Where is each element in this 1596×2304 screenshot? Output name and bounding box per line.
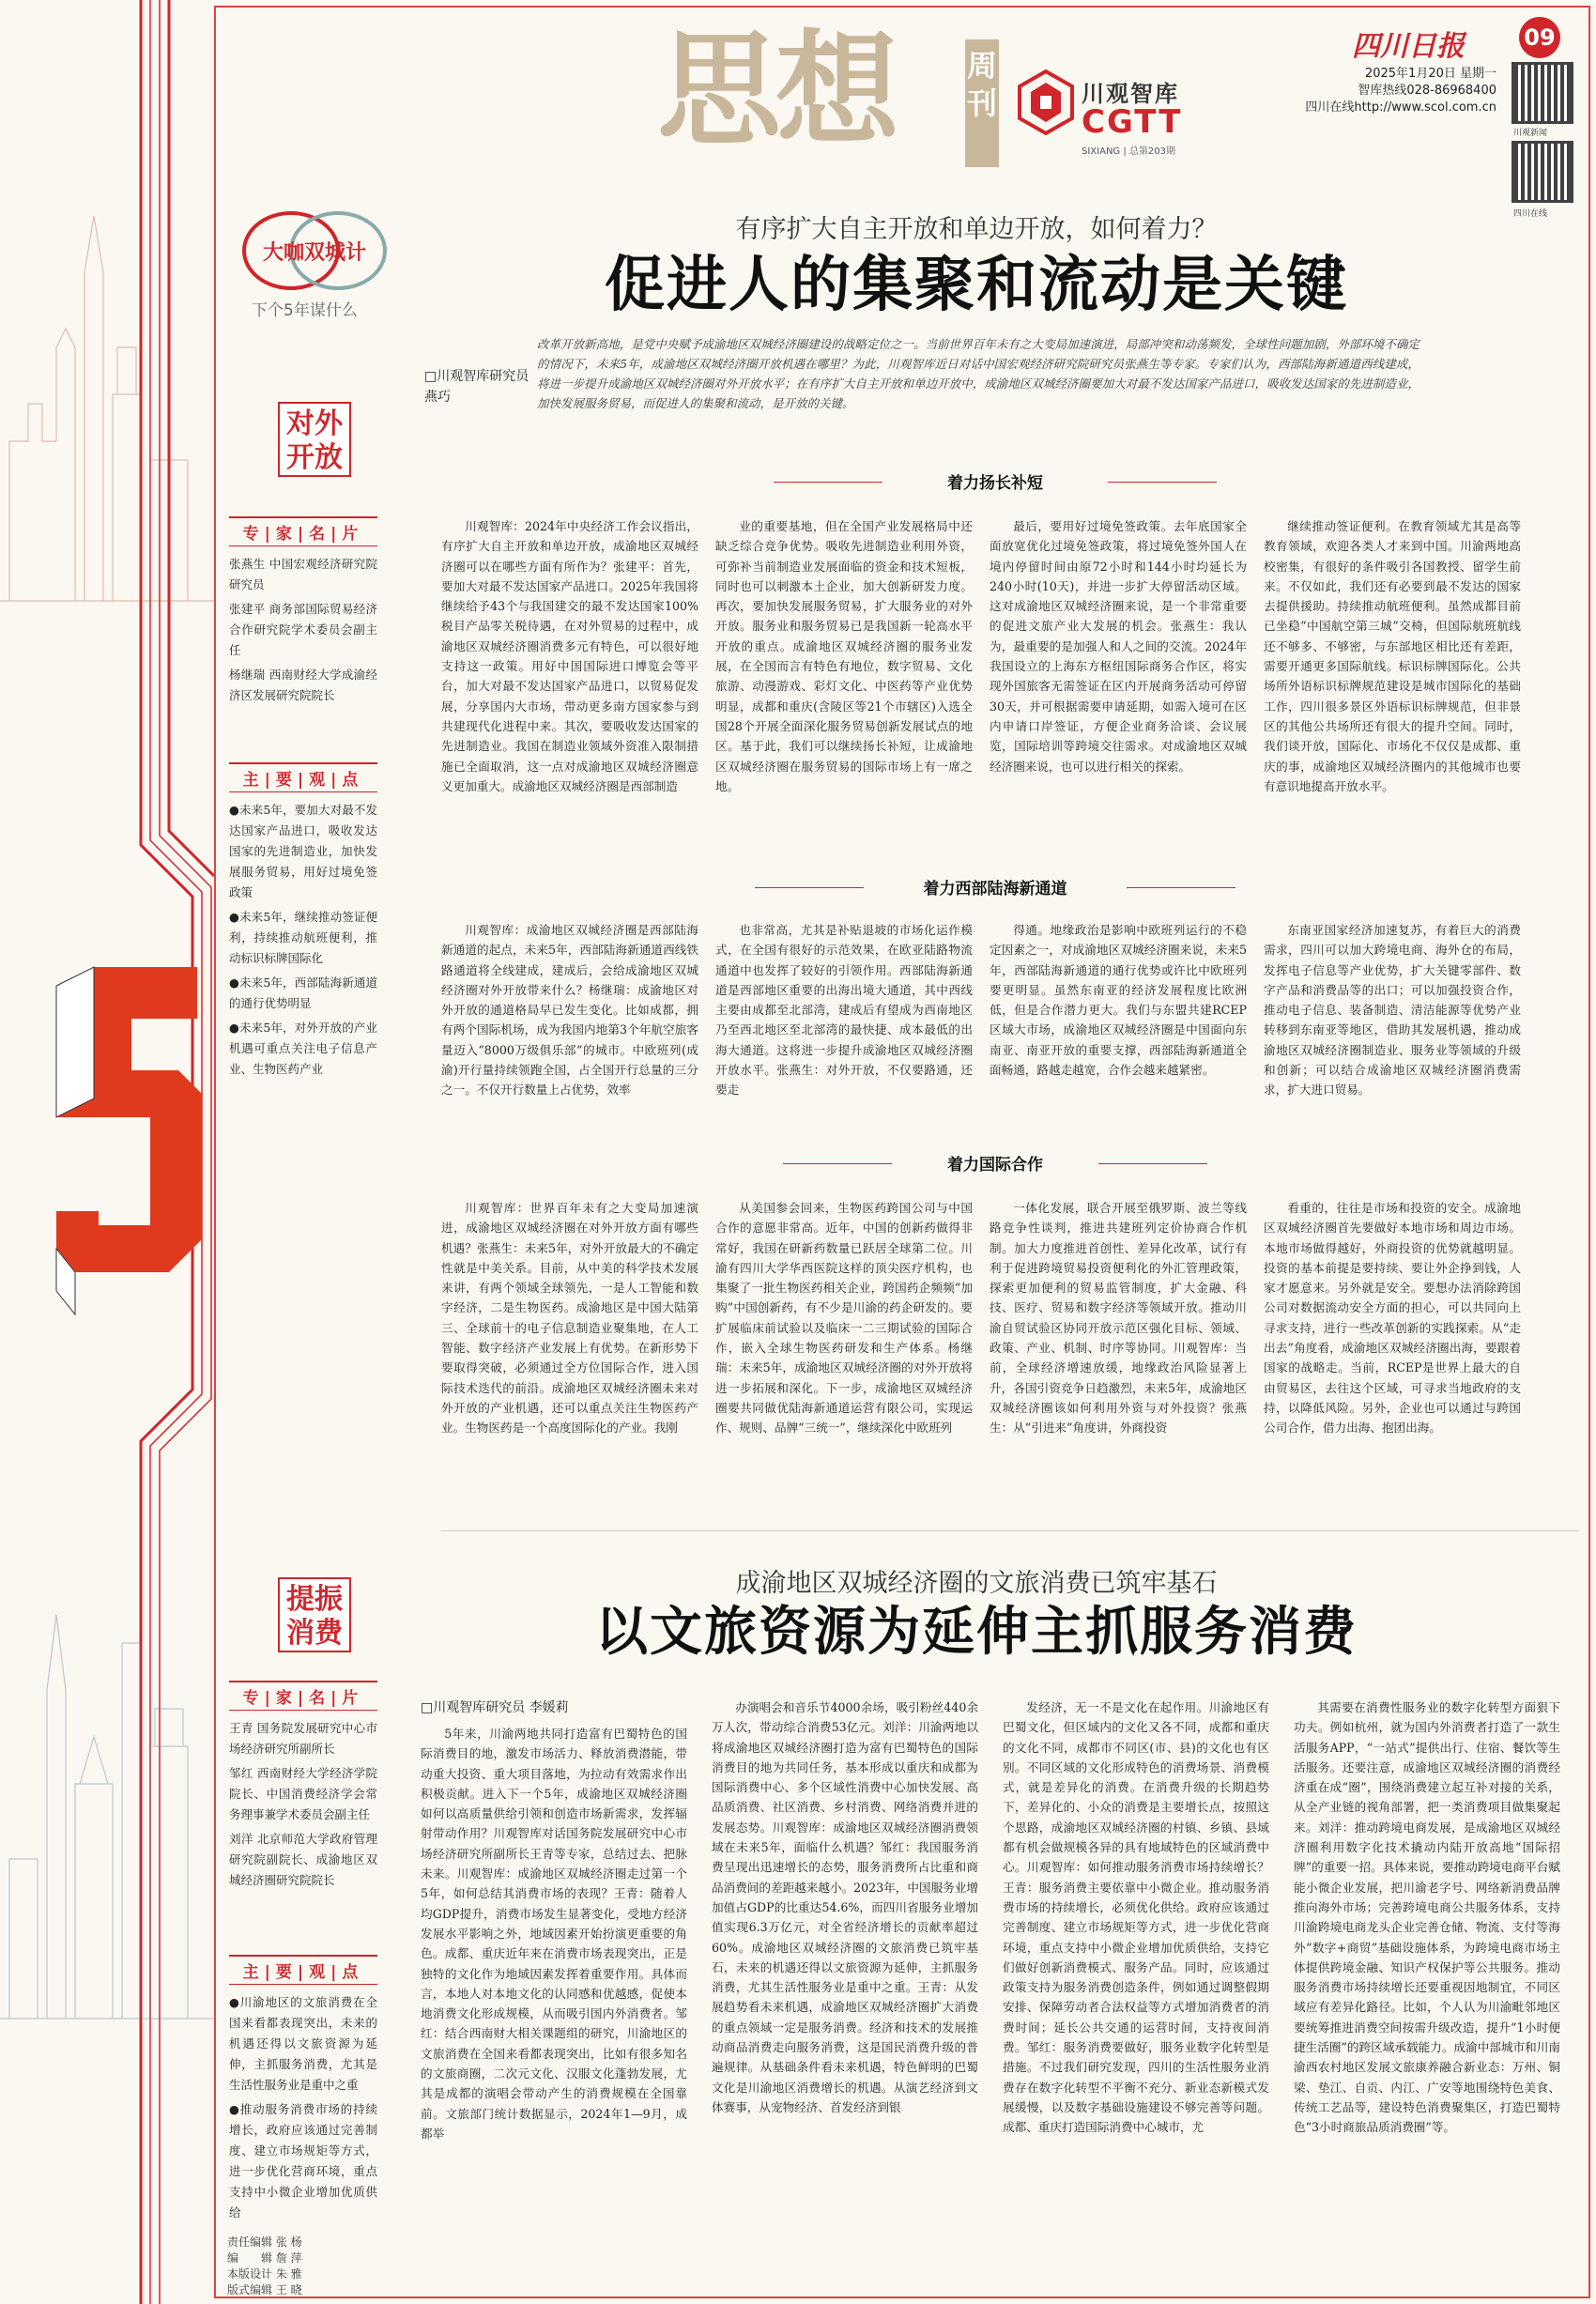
cgtt-logo-icon — [1018, 69, 1074, 135]
section-title: 思想 — [657, 18, 894, 163]
article1-headline: 促进人的集聚和流动是关键 — [605, 251, 1348, 320]
city-skyline-top — [0, 160, 216, 610]
views-header: 主|要|观|点 — [229, 762, 377, 792]
expert-item: 张燕生 中国宏观经济研究院研究员 — [229, 557, 377, 591]
experts-header: 专|家|名|片 — [229, 516, 377, 546]
qr-caption: 四川在线 — [1513, 209, 1548, 219]
article1-experts — [229, 516, 377, 710]
article-column: 川观智库：成渝地区双城经济圈是西部陆海新通道的起点，未来5年，西部陆海新通道西线铁路通道将全线建成，建成后，会给成渝地区双城经济圈对外开放带来什么？杨继瑞：成渝地区对外开放的通道格局早已发生变化。比如成都，拥有两个国际机场，成为我国内地第3个年航空旅客量迈入“8000万级俱乐部”的城市。中欧班列(成渝)开行量持续领跑全国，占全国开行总量的三分之一。不仅开行数量上占优势，效率 — [441, 923, 698, 1098]
section-title: 着力扬长补短 — [892, 469, 1098, 494]
expert-item: 邹红 西南财经大学经济学院院长、中国消费经济学会常务理事兼学术委员会副主任 — [229, 1766, 377, 1821]
article-column: 一体化发展，联合开展至俄罗斯、波兰等线路竞争性谈判，推进共建班列定价协商合作机制。加大力度推进首创性、差异化改革，试行有利于促进跨境贸易投资便利化的外汇管理政策，探索更加便利的贸易监管制度，扩大金融、科技、医疗、贸易和数字经济等领域开放。推动川渝自贸试验区协同开放示范区强化目标、领域、政策、产业、机制、时序等协同。川观智库：当前，全球经济增速放缓，地缘政治风险显著上升，各国引资竞争日趋激烈，未来5年，成渝地区双城经济圈该如何利用外资与对外投资？张燕生：从“引进来”角度讲，外商投资 — [990, 1201, 1247, 1436]
article1-seal: 对外开放 — [278, 402, 351, 477]
think-tank-name: 川观智库 — [1082, 81, 1179, 107]
views-header: 主|要|观|点 — [229, 1955, 377, 1985]
section-subtitle: 周刊 — [965, 39, 999, 167]
badge-subtitle: 下个5年谋什么 — [252, 301, 358, 320]
article-column: 最后，要用好过境免签政策。去年底国家全面放宽优化过境免签政策，将过境免签外国人在境内停留时间由原72小时和144小时均延长为240小时(10天)，并进一步扩大停留活动区域。这对成渝地区双城经济圈来说，是一个非常重要的促进文旅产业大发展的机会。张燕生：我认为，最重要的是加强人和人之间的交流。2024年我国设立的上海东方枢纽国际商务合作区，将实现外国旅客无需签证在区内开展商务活动可停留30天，并可根据需要申请延期，如需入境可在区内申请口岸签证，方便企业商务洽谈、会议展览，国际培训等跨境交往需求。对成渝地区双城经济圈来说，也可以进行相关的探索。 — [990, 519, 1247, 774]
view-item: ●未来5年，西部陆海新通道的通行优势明显 — [229, 975, 377, 1010]
article-column: 看重的，往往是市场和投资的安全。成渝地区双城经济圈首先要做好本地市场和周边市场。本地市场做得越好，外商投资的优势就越明显。投资的基本前提是要持续、要让外企挣到钱，人家才愿意来。另外就是安全。要想办法消除跨国公司对数据流动安全方面的担心，可以共同向上寻求支持，进行一些改革创新的实践探索。从“走出去”角度看，成渝地区双城经济圈出海，要跟着国家的战略走。当前，RCEP是世界上最大的自由贸易区，去往这个区域，可寻求当地政府的支持，以降低风险。另外，企业也可以通过与跨国公司合作，借力出海、抱团出海。 — [1264, 1201, 1521, 1436]
expert-item: 杨继瑞 西南财经大学成渝经济区发展研究院院长 — [229, 668, 377, 702]
article-column: 川观智库：2024年中央经济工作会议指出，有序扩大自主开放和单边开放，成渝地区双城经济圈可以在哪些方面有所作为？张建平：首先，要加大对最不发达国家产品进口。2025年我国将继续给予43个与我国建交的最不发达国家100%税目产品零关税待遇，在对外贸易的过程中，成渝地区双城经济圈消费多元有特色，可以很好地支持这一政策。用好中国国际进口博览会等平台，加大对最不发达国家产品进口，以贸易促发展，分享国内大市场，带动更多南方国家参与到共建现代化进程中来。其次，要吸收发达国家的先进制造业。我国在制造业领域外资准入限制措施已全面取消，这一点对成渝地区双城经济圈意义更加重大。成渝地区双城经济圈是西部制造 — [441, 519, 698, 793]
hotline: 智库热线028-86968400 — [1358, 84, 1496, 98]
section-title: 着力西部陆海新通道 — [873, 875, 1117, 899]
article2-byline: □川观智库研究员 李媛莉 — [421, 1700, 569, 1715]
think-tank-en: CGTT — [1082, 103, 1183, 141]
article-column: 发经济，无一不是文化在起作用。川渝地区有巴蜀文化，但区域内的文化又各不同，成都和重庆的文化不同，成都市不同区(市、县)的文化也有区别。不同区域的文化形成特色的消费场景、消费模式，就是差异化的消费。在消费升级的长期趋势下，差异化的、小众的消费是主要增长点，按照这个思路，成渝地区双城经济圈的村镇、乡镇、县域都有机会做规模各异的具有地域特色的区域消费中心。川观智库：如何推动服务消费市场持续增长？王青：服务消费主要依靠中小微企业。推动服务消费市场的持续增长，必须优化供给。政府应该通过完善制度、建立市场规矩等方式，进一步优化营商环境，重点支持中小微企业增加优质供给，支持它们做好创新消费模式、服务产品。同时，应该通过政策支持为服务消费创造条件，例如通过调整假期安排、保障劳动者合法权益等方式增加消费者的消费时间；延长公共交通的运营时间，支持夜间消费。邹红：服务消费要做好，服务业数字化转型是措施。不过我们研究发现，四川的生活性服务业消费存在数字化转型不平衡不充分、新业态新模式发展缓慢，以及数字基础设施建设不够完善等问题。成都、重庆打造国际消费中心城市，尤 — [1003, 1700, 1269, 2135]
qr-caption: 川观新闻 — [1513, 129, 1548, 138]
article2-kicker: 成渝地区双城经济圈的文旅消费已筑牢基石 — [735, 1569, 1218, 1598]
issue-info — [1301, 66, 1496, 116]
credit-line: 责任编辑 张 杨 — [227, 2235, 302, 2249]
city-skyline-bottom — [0, 1502, 216, 2028]
five-graphic — [56, 967, 202, 1314]
article1-lead: 改革开放新高地，是党中央赋予成渝地区双城经济圈建设的战略定位之一。当前世界百年未有之大变局加速演进，局部冲突和动荡频发，全球性问题加剧，外部环境不确定的情况下，未来5年，成渝地区双城经济圈开放机遇在哪里？为此，川观智库近日对话中国宏观经济研究院研究员张燕生等专家。专家们认为，西部陆海新通道西线建成，将进一步提升成渝地区双城经济圈对外开放水平；在有序扩大自主开放和单边开放中，成渝地区双城经济圈要加大对最不发达国家产品进口，吸收发达国家的先进制造业，加快发展服务贸易，而促进人的集聚和流动，是开放的关键。 — [537, 337, 1420, 410]
article-column: 5年来，川渝两地共同打造富有巴蜀特色的国际消费目的地，激发市场活力、释放消费潜能，带动重大投资、重大项目落地，为拉动有效需求作出积极贡献。进入下一个5年，成渝地区双城经济圈如何以高质量供给引领和创造市场新需求，发挥辐射带动作用？川观智库对话国务院发展研究中心市场经济研究所副所长王青等专家，总结过去、把脉未来。川观智库：成渝地区双城经济圈走过第一个5年，如何总结其消费市场的表现？王青：随着人均GDP提升，消费市场发生显著变化，受地方经济发展水平影响之外，地域因素开始扮演更重要的角色。成都、重庆近年来在消费市场表现突出，正是独特的文化作为地域因素发挥着重要作用。具体而言，本地人对本地文化的认同感和优越感，促使本地消费文化形成规模，从而吸引国内外消费者。邹红：结合西南财大相关课题组的研究，川渝地区的文旅消费在全国来看都表现突出，比如有很多知名的文旅商圈，二次元文化、汉服文化蓬勃发展，尤其是成都的演唱会带动产生的消费规模在全国靠前。文旅部门统计数据显示，2024年1—9月，成都举 — [421, 1727, 687, 2141]
article2-experts — [229, 1681, 377, 1895]
divider — [441, 1530, 1579, 1531]
expert-item: 张建平 商务部国际贸易经济合作研究院学术委员会副主任 — [229, 602, 377, 657]
view-item: ●未来5年，要加大对最不发达国家产品进口，吸收发达国家的先进制造业，加快发展服务贸易，用好过境免签政策 — [229, 803, 377, 899]
view-item: ●川渝地区的文旅消费在全国来看都表现突出，未来的机遇还得以文旅资源为延伸，主抓服务消费，尤其是生活性服务业是重中之重 — [229, 1995, 377, 2092]
credit-line: 版式编辑 王 晓 — [227, 2283, 302, 2296]
column-badge — [225, 208, 404, 320]
view-item: ●推动服务消费市场的持续增长，政府应该通过完善制度、建立市场规矩等方式，进一步优化营商环境，重点支持中小微企业增加优质供给 — [229, 2102, 377, 2220]
paper-name: 四川日报 — [1352, 30, 1465, 63]
qr-code-icon — [1512, 62, 1573, 124]
article-column: 业的重要基地，但在全国产业发展格局中还缺乏综合竞争优势。吸收先进制造业利用外资，可弥补当前制造业发展面临的资金和技术短板，同时也可以刺激本土企业，加大创新研发力度。再次，要加快发展服务贸易，扩大服务业的对外开放。服务业和服务贸易已是我国新一轮高水平开放的重点。成渝地区双城经济圈的服务业发展，在全国而言有特色有地位，数字贸易、文化旅游、动漫游戏、彩灯文化、中医药等产业优势明显，成都和重庆(含陵区等21个市辖区)入选全国28个开展全面深化服务贸易创新发展试点的地区。基于此，我们可以继续扬长补短，让成渝地区双城经济圈在服务贸易的国际市场上有一席之地。 — [715, 519, 973, 793]
article-column: 继续推动签证便利。在教育领域尤其是高等教育领域，欢迎各类人才来到中国。川渝两地高校密集，有很好的条件吸引各国教授、留学生前来。不仅如此，我们还有必要到最不发达的国家去提供援助。持续推动航班便利。虽然成都目前已坐稳“中国航空第三城”交椅，但国际航班航线还不够多、不够密，与东部地区相比还有差距，需要开通更多国际航线。标识标牌国际化。公共场所外语标识标牌规范建设是城市国际化的基础工作，四川很多景区外语标识标牌规范，但非景区的其他公共场所还有很大的提升空间。同时，我们谈开放，国际化、市场化不仅仅是成都、重庆的事，成渝地区双城经济圈内的其他城市也要有意识地提高开放水平。 — [1264, 519, 1521, 793]
credit-line: 本版设计 朱 雅 — [227, 2267, 302, 2281]
section-title: 着力国际合作 — [901, 1151, 1089, 1175]
article-column: 得通。地缘政治是影响中欧班列运行的不稳定因素之一，对成渝地区双城经济圈来说，未来5年，西部陆海新通道的通行优势或许比中欧班列要更明显。虽然东南亚的经济发展程度比欧洲低，但是合作潜力更大。我们与东盟共建RCEP区域大市场，成渝地区双城经济圈是中国面向东南亚、南亚开放的重要支撑，西部陆海新通道全面畅通，路越走越宽，合作会越来越紧密。 — [990, 923, 1247, 1078]
article-column: 也非常高，尤其是补贴退坡的市场化运作模式，在全国有很好的示范效果，在欧亚陆路物流通道中也发挥了较好的引领作用。西部陆海新通道是西部地区重要的出海出境大通道，其中西线主要由成都至北部湾，建成后有望成为西南地区乃至西北地区至北部湾的最快捷、成本最低的出海大通道。这将进一步提升成渝地区双城经济圈开放水平。张燕生：对外开放，不仅要路通，还要走 — [715, 923, 973, 1098]
issue-date: 2025年1月20日 星期一 — [1364, 67, 1496, 81]
issue-number: SIXIANG | 总第203期 — [1082, 146, 1175, 157]
badge-title: 大咖双城计 — [263, 240, 367, 265]
editor-credits — [227, 2235, 302, 2298]
qr-code-icon — [1512, 141, 1573, 203]
article-column: 东南亚国家经济加速复苏，有着巨大的消费需求，四川可以加大跨境电商、海外仓的布局，发挥电子信息等产业优势，扩大关键零部件、数字产品和消费品等的出口；可以加强投资合作，推动电子信息、装备制造、清洁能源等优势产业转移到东南亚等地区，借助其发展机遇，推动成渝地区双城经济圈制造业、服务业等领域的升级和创新；可以结合成渝地区双城经济圈消费需求，扩大进口贸易。 — [1264, 923, 1521, 1098]
article2-seal: 提振消费 — [278, 1577, 351, 1652]
article2-views — [229, 1955, 377, 2227]
left-decorative-strip — [0, 0, 216, 2304]
page-number: 09 — [1519, 17, 1560, 58]
expert-item: 刘洋 北京师范大学政府管理研究院副院长、成渝地区双城经济圈研究院院长 — [229, 1832, 377, 1887]
credit-line: 编 辑 詹 萍 — [227, 2251, 302, 2265]
article-column: 其需要在消费性服务业的数字化转型方面狠下功夫。例如杭州，就为国内外消费者打造了一款生活服务APP，“一站式”提供出行、住宿、餐饮等生活服务。还要注意，成渝地区双城经济圈的消费经济重在成“圈”，围绕消费建立起互补对接的关系，从全产业链的视角部署，把一类消费项目做集聚起来。刘洋：推动跨境电商发展，是成渝地区双城经济圈利用数字化技术撬动内陆开放高地“国际招牌”的重要一招。具体来说，要推动跨境电商平台赋能小微企业发展，把川渝老字号、网络新消费品牌推向海外市场；完善跨境电商公共服务体系，支持川渝跨境电商龙头企业完善仓储、物流、支付等海外“数字+商贸”基础设施体系，为跨境电商市场主体提供跨境金融、知识产权保护等公共服务。推动服务消费市场持续增长还要重视因地制宜，不同区域应有差异化路径。比如，个人认为川渝毗邻地区要统筹推进消费空间按需升级改造，提升“1小时便捷生活圈”的跨区域承载能力。成渝中部城市和川南渝西农村地区发展文旅康养融合新业态：万州、铜梁、垫江、自贡、内江、广安等地围绕特色美食、传统工艺品等，建设特色消费聚集区，打造巴蜀特色“3小时商旅品质消费圈”等。 — [1294, 1700, 1560, 2135]
article-column: 办演唱会和音乐节4000余场，吸引粉丝440余万人次，带动综合消费53亿元。刘洋：川渝两地以将成渝地区双城经济圈打造为富有巴蜀特色的国际消费目的地为共同任务，基本形成以重庆和成都为国际消费中心、多个区域性消费中心加快发展、高品质消费、社区消费、乡村消费、网络消费并进的发展态势。川观智库：成渝地区双城经济圈消费领域在未来5年，面临什么机遇？邹红：我国服务消费呈现出迅速增长的态势，服务消费所占比重和商品消费间的差距越来越小。2023年，中国服务业增加值占GDP的比重达54.6%，而四川省服务业增加值实现6.3万亿元，对全省经济增长的贡献率超过60%。成渝地区双城经济圈的文旅消费已筑牢基石，未来的机遇还得以文旅资源为延伸，主抓服务消费，尤其生活性服务业是重中之重。王青：从发展趋势看未来机遇，成渝地区双城经济圈扩大消费的重点领域一定是服务消费。经济和技术的发展推动商品消费走向服务消费，这是国民消费升级的普遍规律。从基础条件看未来机遇，特色鲜明的巴蜀文化是川渝地区消费增长的机遇。从演艺经济到文体赛事，从宠物经济、首发经济到银 — [712, 1700, 978, 2114]
website: 四川在线http://www.scol.com.cn — [1305, 100, 1496, 115]
experts-header: 专|家|名|片 — [229, 1681, 377, 1711]
article2-headline: 以文旅资源为延伸主抓服务消费 — [595, 1602, 1358, 1663]
expert-item: 王青 国务院发展研究中心市场经济研究所副所长 — [229, 1721, 377, 1756]
article1-byline: □川观智库研究员 燕巧 — [424, 369, 529, 405]
article-column: 川观智库：世界百年未有之大变局加速演进，成渝地区双城经济圈在对外开放方面有哪些机遇？张燕生：未来5年，对外开放最大的不确定性就是中美关系。目前，从中美的科学技术发展来讲，有两个领域全球领先，一是人工智能和数字经济，二是生物医药。成渝地区是中国大陆第三、全球前十的电子信息制造业聚集地，在人工智能、数字经济产业发展上有优势。在新形势下要取得突破，必须通过全方位国际合作，进入国际技术迭代的前沿。成渝地区双城经济圈未来对外开放的产业机遇，还可以重点关注生物医药产业。生物医药是一个高度国际化的产业。我刚 — [441, 1201, 698, 1436]
article1-kicker: 有序扩大自主开放和单边开放，如何着力？ — [735, 215, 1218, 244]
article1-views — [229, 762, 377, 1083]
view-item: ●未来5年，继续推动签证便利，持续推动航班便利，推动标识标牌国际化 — [229, 910, 377, 965]
view-item: ●未来5年，对外开放的产业机遇可重点关注电子信息产业、生物医药产业 — [229, 1021, 377, 1076]
article-column: 从美国参会回来，生物医药跨国公司与中国合作的意愿非常高。近年，中国的创新药做得非常好，我国在研新药数量已跃居全球第二位。川渝有四川大学华西医院这样的顶尖医疗机构，也集聚了一批生物医药相关企业，跨国药企频频“加购”中国创新药，有不少是川渝的药企研发的。要扩展临床前试验以及临床一二三期试验的国际合作，嵌入全球生物医药研发和生产体系。杨继瑞：未来5年，成渝地区双城经济圈的对外开放将进一步拓展和深化。下一步，成渝地区双城经济圈要共同做优陆海新通道运营有限公司，实现运作、规则、品牌“三统一”，继续深化中欧班列 — [715, 1201, 973, 1436]
